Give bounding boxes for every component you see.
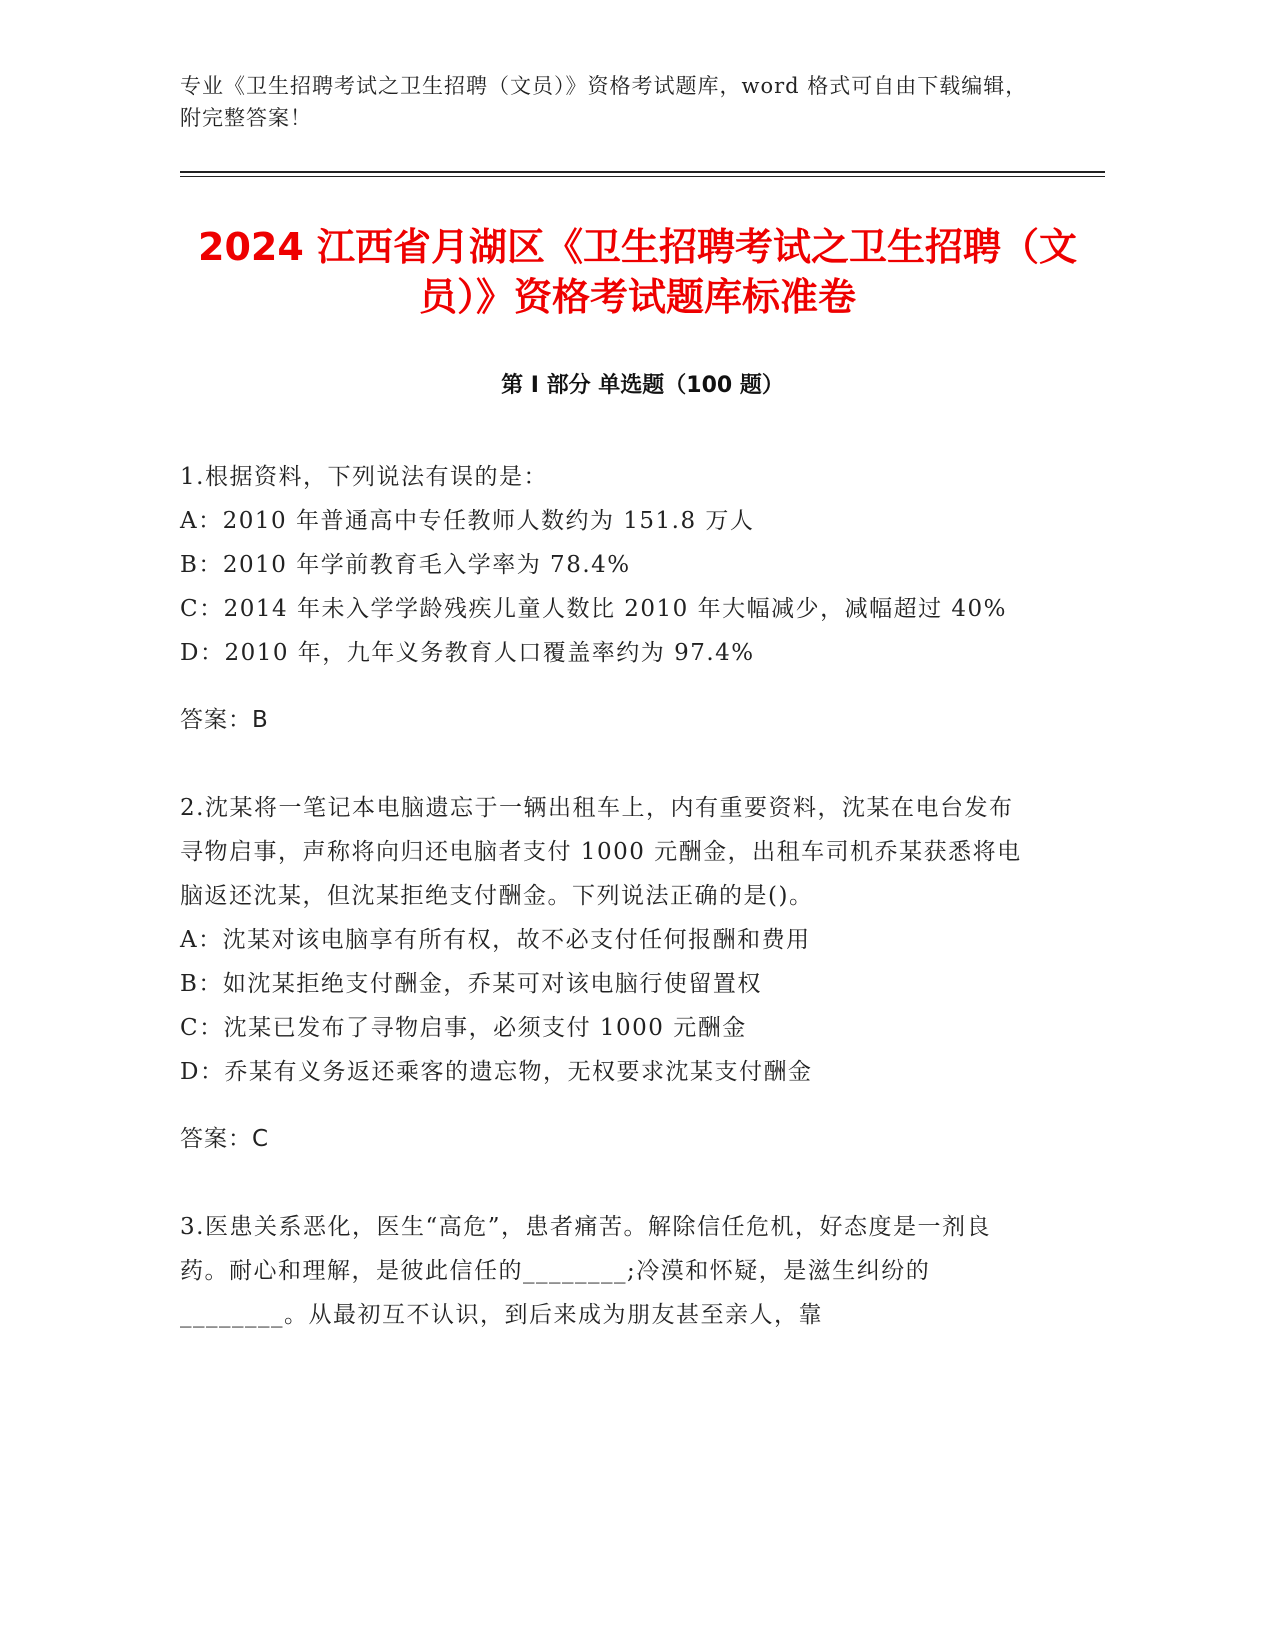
section-title: 第 I 部分 单选题（100 题） <box>501 373 784 398</box>
option-d: D：2010 年，九年义务教育人口覆盖率约为 97.4% <box>180 640 755 666</box>
question-stem: 3.医患关系恶化，医生“高危”，患者痛苦。解除信任危机，好态度是一剂良药。耐心和理解，是彼此信任的________;冷漠和怀疑，是滋生纠纷的________。从最初互不认识，到后来成为朋友甚至亲人，靠 <box>180 1214 991 1328</box>
question-2 <box>180 786 1030 1161</box>
header-rule-thick <box>180 171 1105 173</box>
header-rule-thin <box>180 176 1105 177</box>
answer-line: 答案：B <box>180 707 269 733</box>
question-stem: 2.沈某将一笔记本电脑遗忘于一辆出租车上，内有重要资料，沈某在电台发布寻物启事，声称将向归还电脑者支付 1000 元酬金，出租车司机乔某获悉将电脑返还沈某，但沈某拒绝支付酬金。下列说法正确的是()。 <box>180 795 1022 909</box>
option-c: C：2014 年未入学学龄残疾儿童人数比 2010 年大幅减少，减幅超过 40% <box>180 596 1008 622</box>
question-stem: 1.根据资料，下列说法有误的是： <box>180 464 548 490</box>
answer-line: 答案：C <box>180 1126 270 1152</box>
option-a: A：沈某对该电脑享有所有权，故不必支付任何报酬和费用 <box>180 927 811 953</box>
question-list <box>180 455 1030 1381</box>
option-c: C：沈某已发布了寻物启事，必须支付 1000 元酬金 <box>180 1015 747 1041</box>
question-3 <box>180 1205 1030 1337</box>
document-title: 2024 江西省月湖区《卫生招聘考试之卫生招聘（文员）》资格考试题库标准卷 <box>198 225 1077 319</box>
option-b: B：2010 年学前教育毛入学率为 78.4% <box>180 552 631 578</box>
header-note: 专业《卫生招聘考试之卫生招聘（文员）》资格考试题库，word 格式可自由下载编辑，附完整答案！ <box>180 74 1028 130</box>
option-b: B：如沈某拒绝支付酬金，乔某可对该电脑行使留置权 <box>180 971 762 997</box>
option-d: D：乔某有义务返还乘客的遗忘物，无权要求沈某支付酬金 <box>180 1059 813 1085</box>
question-1 <box>180 455 1030 742</box>
option-a: A：2010 年普通高中专任教师人数约为 151.8 万人 <box>180 508 755 534</box>
